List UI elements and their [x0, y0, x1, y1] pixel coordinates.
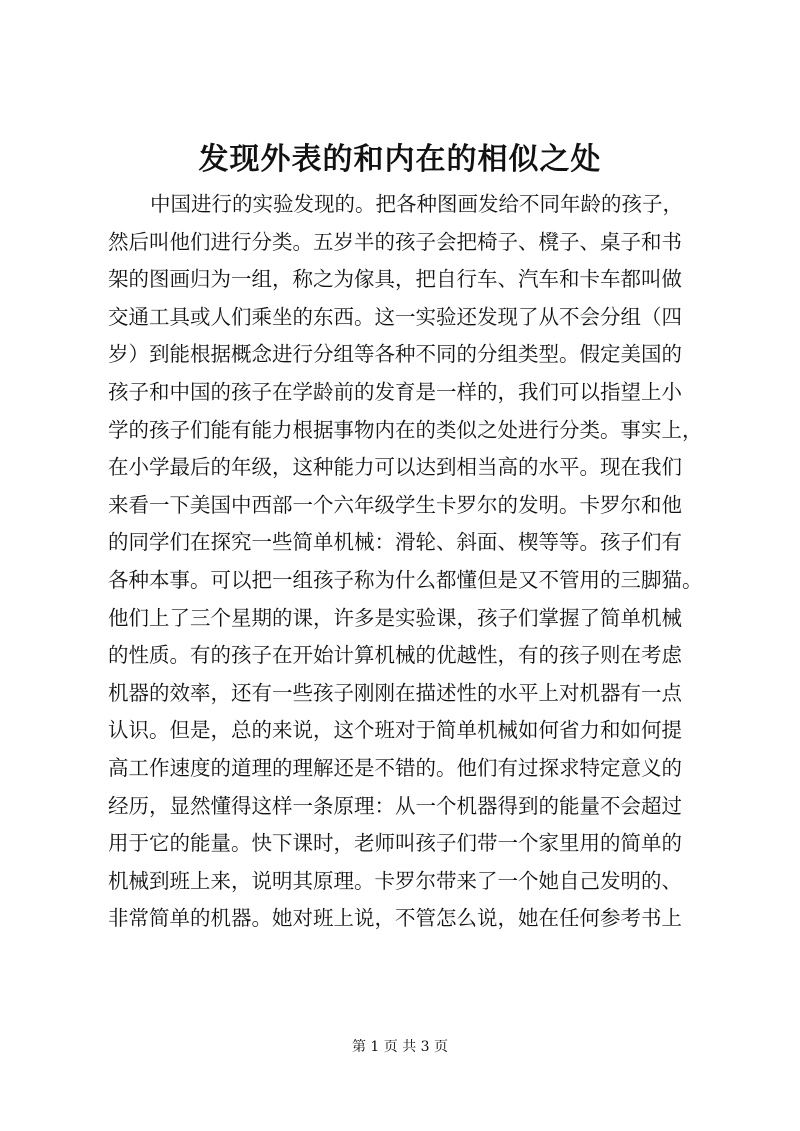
text-line: 认识。但是，总的来说，这个班对于简单机械如何省力和如何提	[108, 718, 682, 743]
text-line: 的同学们在探究一些简单机械：滑轮、斜面、楔等等。孩子们有	[108, 530, 682, 555]
text-line: 来看一下美国中西部一个六年级学生卡罗尔的发明。卡罗尔和他	[108, 492, 682, 517]
text-line: 架的图画归为一组，称之为傢具，把自行车、汽车和卡车都叫做	[108, 267, 682, 292]
text-line: 的性质。有的孩子在开始计算机械的优越性，有的孩子则在考虑	[108, 643, 682, 668]
text-line: 在小学最后的年级，这种能力可以达到相当高的水平。现在我们	[108, 455, 682, 480]
text-line: 中国进行的实验发现的。把各种图画发给不同年龄的孩子，	[150, 192, 683, 216]
page-title: 发现外表的和内在的相似之处	[198, 142, 602, 177]
text-line: 非常简单的机器。她对班上说，不管怎么说，她在任何参考书上	[108, 906, 682, 931]
text-line: 机械到班上来，说明其原理。卡罗尔带来了一个她自己发明的、	[108, 868, 682, 893]
text-line: 孩子和中国的孩子在学龄前的发育是一样的，我们可以指望上小	[108, 379, 682, 404]
text-line: 岁）到能根据概念进行分组等各种不同的分组类型。假定美国的	[108, 342, 682, 367]
text-line: 机器的效率，还有一些孩子刚刚在描述性的水平上对机器有一点	[108, 680, 682, 705]
body-text	[108, 186, 720, 938]
text-line: 用于它的能量。快下课时，老师叫孩子们带一个家里用的简单的	[108, 831, 682, 856]
text-line: 学的孩子们能有能力根据事物内在的类似之处进行分类。事实上，	[108, 417, 703, 442]
text-line: 他们上了三个星期的课，许多是实验课，孩子们掌握了简单机械	[108, 605, 682, 630]
text-line: 交通工具或人们乘坐的东西。这一实验还发现了从不会分组（四	[108, 304, 682, 329]
text-line: 经历，显然懂得这样一条原理：从一个机器得到的能量不会超过	[108, 793, 682, 818]
text-line: 然后叫他们进行分类。五岁半的孩子会把椅子、櫈子、桌子和书	[108, 229, 682, 254]
text-line: 高工作速度的道理的理解还是不错的。他们有过探求特定意义的	[108, 755, 682, 780]
page-number: 第 1 页 共 3 页	[351, 1039, 449, 1055]
text-line: 各种本事。可以把一组孩子称为什么都懂但是又不管用的三脚猫。	[108, 567, 703, 592]
